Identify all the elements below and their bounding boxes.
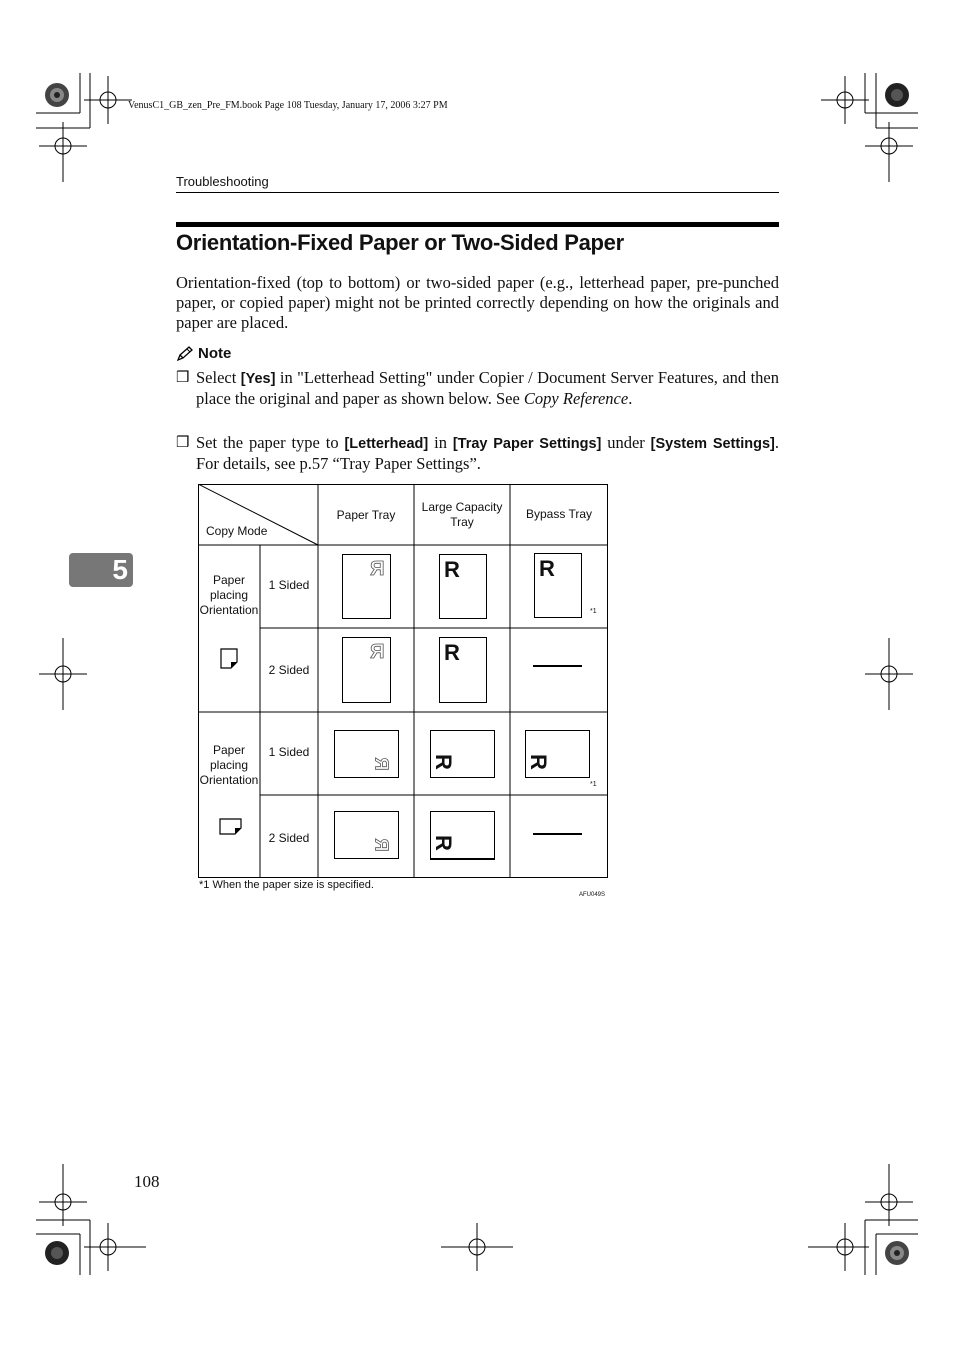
intro-paragraph: Orientation-fixed (top to bottom) or two-sided paper (e.g., letterhead paper, pre-punched paper, or copied paper) might not be printed correctly depending on how the originals and paper are placed. <box>176 273 779 332</box>
r-glyph: R <box>444 640 460 665</box>
table-footnote: *1 When the paper size is specified. <box>199 879 374 891</box>
title-rule <box>176 222 779 227</box>
checkbox-bullet-icon: ❒ <box>176 370 190 386</box>
footnote-mark: *1 <box>590 781 597 788</box>
table-grid <box>198 484 608 878</box>
r-glyph: R <box>525 754 551 770</box>
r-glyph: R <box>539 556 555 581</box>
note-item-1 <box>176 368 779 409</box>
row-label-1-sided: 1 Sided <box>268 745 310 759</box>
pencil-icon <box>176 346 194 362</box>
r-glyph: R <box>430 835 456 851</box>
header-rule <box>176 192 779 193</box>
note-item-1-text: Select [Yes] in "Letterhead Setting" under Copier / Document Server Features, and then place the original and paper as shown below. See Copy Reference. <box>196 368 779 408</box>
running-header: Troubleshooting <box>176 174 269 189</box>
note-item-2-text: Set the paper type to [Letterhead] in [Tray Paper Settings] under [System Settings]. For details, see p.57 “Tray Paper Settings”. <box>196 433 779 473</box>
paper-face-up <box>430 811 495 860</box>
paper-face-down <box>342 637 391 703</box>
row-label-2-sided: 2 Sided <box>268 831 310 845</box>
row-label-1-sided: 1 Sided <box>268 578 310 592</box>
landscape-paper-icon <box>219 818 243 836</box>
row-label-2-sided: 2 Sided <box>268 663 310 677</box>
portrait-paper-icon <box>220 648 240 670</box>
note-label: Note <box>198 345 232 362</box>
paper-face-down <box>334 811 399 859</box>
not-applicable-dash <box>533 833 582 835</box>
col-header-bypass-tray: Bypass Tray <box>525 507 593 521</box>
paper-placement-table <box>198 484 608 878</box>
paper-face-up <box>525 730 590 778</box>
paper-face-down <box>342 554 391 619</box>
paper-face-up <box>439 637 487 703</box>
book-file-info: VenusC1_GB_zen_Pre_FM.book Page 108 Tuesday, January 17, 2006 3:27 PM <box>128 100 448 111</box>
not-applicable-dash <box>533 665 582 667</box>
chapter-tab: 5 <box>69 553 133 587</box>
mirrored-r-glyph: R <box>370 558 385 580</box>
page-number: 108 <box>134 1172 160 1191</box>
paper-face-up <box>430 730 495 778</box>
group-label-portrait: Paper placing Orientation <box>199 573 259 617</box>
mirrored-r-glyph: R <box>370 641 385 663</box>
corner-label: Copy Mode <box>206 524 268 538</box>
paper-face-down <box>334 730 399 778</box>
mirrored-r-glyph: R <box>371 838 392 852</box>
r-glyph: R <box>444 557 460 582</box>
paper-face-up <box>439 554 487 619</box>
section-title: Orientation-Fixed Paper or Two-Sided Paper <box>176 230 624 255</box>
r-glyph: R <box>430 754 456 770</box>
note-heading <box>176 345 231 362</box>
col-header-large-capacity-tray: Large Capacity Tray <box>421 500 503 529</box>
paper-face-up <box>534 553 582 618</box>
mirrored-r-glyph: R <box>371 757 392 771</box>
footnote-mark: *1 <box>590 608 597 615</box>
group-label-landscape: Paper placing Orientation <box>199 743 259 787</box>
col-header-paper-tray: Paper Tray <box>336 508 396 522</box>
checkbox-bullet-icon: ❒ <box>176 435 190 451</box>
figure-id: AFU049S <box>579 892 606 898</box>
note-item-2 <box>176 433 779 474</box>
